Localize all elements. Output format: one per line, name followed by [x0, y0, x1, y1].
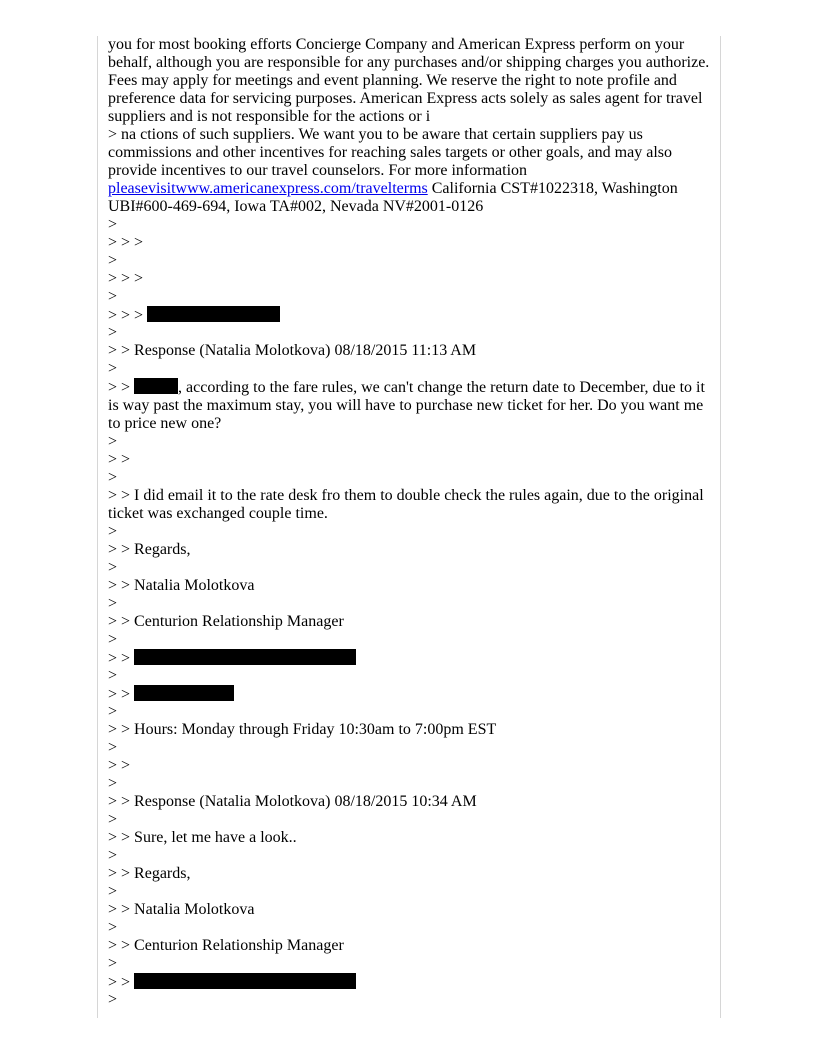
redacted-block	[134, 649, 356, 665]
quote-line: >	[108, 775, 118, 792]
signature-name: > > Natalia Molotkova	[108, 901, 255, 918]
quote-marker: > > >	[108, 307, 148, 324]
signature-title: > > Centurion Relationship Manager	[108, 937, 344, 954]
disclaimer-license-text: California CST#1022318, Washington UBI#600-469-694, Iowa TA#002, Nevada NV#2001-0126	[108, 180, 678, 215]
quote-line: >	[108, 919, 118, 936]
quote-line	[108, 973, 710, 991]
quote-line: >	[108, 703, 118, 720]
quote-line: >	[108, 631, 118, 648]
quote-line: >	[108, 991, 118, 1008]
response-2-body: > > Sure, let me have a look..	[108, 829, 297, 846]
quote-line: > >	[108, 451, 131, 468]
quote-marker: > >	[108, 686, 135, 703]
quote-line: >	[108, 216, 118, 233]
quote-line: >	[108, 847, 118, 864]
quote-marker: > >	[108, 974, 135, 991]
quote-line: > > >	[108, 270, 144, 287]
quote-line	[108, 306, 710, 324]
quote-line: >	[108, 523, 118, 540]
signature-regards: > > Regards,	[108, 865, 191, 882]
quote-line: >	[108, 559, 118, 576]
signature-title: > > Centurion Relationship Manager	[108, 613, 344, 630]
quote-line: > >	[108, 757, 131, 774]
quote-line: >	[108, 288, 118, 305]
quote-line: >	[108, 811, 118, 828]
disclaimer-paragraph-2	[108, 126, 710, 216]
response-1-body-2: > > I did email it to the rate desk fro them to double check the rules again, due to the original ticket was exchanged couple time.	[108, 487, 704, 522]
signature-hours: > > Hours: Monday through Friday 10:30am to 7:00pm EST	[108, 721, 497, 738]
quote-line: >	[108, 595, 118, 612]
quote-marker: > >	[108, 379, 135, 396]
response-1-header: > > Response (Natalia Molotkova) 08/18/2015 11:13 AM	[108, 342, 477, 359]
quote-line: >	[108, 667, 118, 684]
quote-line: >	[108, 739, 118, 756]
quote-line: >	[108, 469, 118, 486]
quote-line	[108, 649, 710, 667]
quote-line: >	[108, 433, 118, 450]
quote-marker: > >	[108, 650, 135, 667]
quote-line: >	[108, 252, 118, 269]
response-1-body	[108, 378, 710, 433]
response-1-text: , according to the fare rules, we can't change the return date to December, due to it is way past the maximum stay, you will have to purchase new ticket for her. Do you want me to price new one?	[108, 379, 705, 432]
redacted-block	[134, 378, 178, 394]
redacted-block	[134, 685, 234, 701]
redacted-block	[147, 306, 280, 322]
quote-line: > > >	[108, 234, 144, 251]
signature-name: > > Natalia Molotkova	[108, 577, 255, 594]
quote-line: >	[108, 360, 118, 377]
quote-line: >	[108, 324, 118, 341]
disclaimer-paragraph-1: you for most booking efforts Concierge Company and American Express perform on your behalf, although you are responsible for any purchases and/or shipping charges you authorize. Fees may apply for meetings and event planning. We reserve the right to note profile and preference data for servicing purposes. American Express acts solely as sales agent for travel suppliers and is not responsible for the actions or i	[108, 36, 710, 125]
response-2-header: > > Response (Natalia Molotkova) 08/18/2015 10:34 AM	[108, 793, 477, 810]
disclaimer-text: > na ctions of such suppliers. We want you to be aware that certain suppliers pay us commissions and other incentives for reaching sales targets or other goals, and may also provide incentives to our travel counselors. For more information	[108, 126, 672, 179]
signature-regards: > > Regards,	[108, 541, 191, 558]
travel-terms-link[interactable]: pleasevisitwww.americanexpress.com/travelterms	[108, 180, 428, 197]
redacted-block	[134, 973, 356, 989]
quote-line	[108, 685, 710, 703]
quote-line: >	[108, 883, 118, 900]
email-body	[108, 36, 710, 1009]
quote-line: >	[108, 955, 118, 972]
